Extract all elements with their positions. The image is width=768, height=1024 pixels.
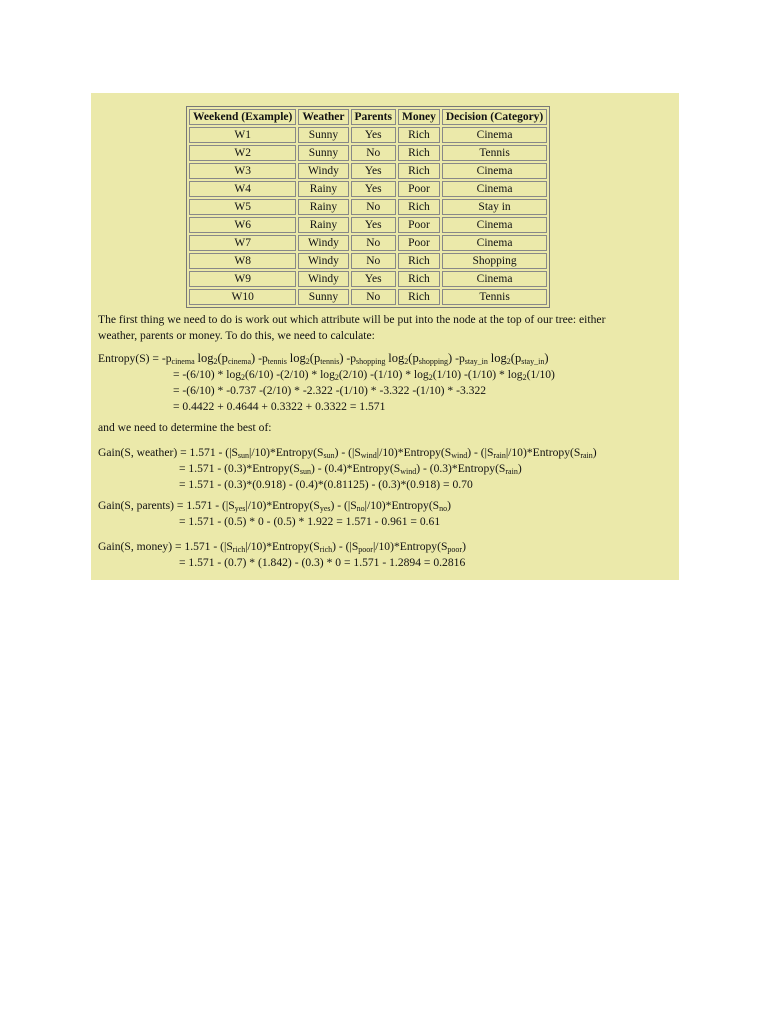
table-cell: Rainy [298,199,348,215]
table-cell: W2 [189,145,296,161]
table-cell: Rich [398,127,440,143]
gain-parents-result: = 1.571 - (0.5) * 0 - (0.5) * 1.922 = 1.571 - 0.961 = 0.61 [179,515,441,528]
gain-weather-formula: Gain(S, weather) = $1.571 - (|S_{sun}|/10)*Entropy(S_{sun})$ - $(|S_{wind}|/10)*Entropy(S_{wind})$ - $(|S_{rain}|/10)*Entropy(S_{rain})$ [98,446,597,460]
table-cell: No [351,253,396,269]
header-decision: Decision (Category) [442,109,547,125]
table-cell: Cinema [442,163,547,179]
gain-weather-block [98,445,597,493]
table-cell: Yes [351,127,396,143]
table-cell: Rainy [298,181,348,197]
intro-line: weather, parents or money. To do this, we need to calculate: [98,329,375,342]
table-cell: Cinema [442,235,547,251]
table-row [189,271,547,287]
header-weather: Weather [298,109,348,125]
table-row [189,127,547,143]
entropy-step: = $-(6/10) * \log_2(6/10)$ $-(2/10) * \log_2(2/10)$ $-(1/10) * \log_2(1/10)$ $-(1/10) * \log_2(1/10)$ [173,368,555,382]
table-cell: Rich [398,271,440,287]
table-cell: W7 [189,235,296,251]
table-cell: Shopping [442,253,547,269]
table-cell: Rich [398,289,440,305]
table-header-row [189,109,547,125]
table-cell: Poor [398,217,440,233]
table-cell: W3 [189,163,296,179]
table-cell: No [351,235,396,251]
table-cell: W10 [189,289,296,305]
table-row [189,145,547,161]
table-cell: Yes [351,181,396,197]
table-row [189,163,547,179]
gain-parents-block [98,498,451,530]
entropy-step: = -(6/10) * -0.737 -(2/10) * -2.322 -(1/10) * -3.322 -(1/10) * -3.322 [173,384,487,397]
table-cell: Tennis [442,289,547,305]
table-cell: Rich [398,145,440,161]
table-cell: Cinema [442,271,547,287]
header-parents: Parents [351,109,396,125]
gain-weather-result: = 1.571 - (0.3)*(0.918) - (0.4)*(0.81125) - (0.3)*(0.918) = 0.70 [179,478,473,491]
table-cell: Yes [351,217,396,233]
determine-text: and we need to determine the best of: [98,421,272,434]
table-row [189,199,547,215]
table-cell: Yes [351,163,396,179]
table-cell: Tennis [442,145,547,161]
table-cell: W9 [189,271,296,287]
table-cell: Yes [351,271,396,287]
table-cell: W8 [189,253,296,269]
table-cell: Cinema [442,217,547,233]
gain-money-result: = 1.571 - (0.7) * (1.842) - (0.3) * 0 = 1.571 - 1.2894 = 0.2816 [179,556,466,569]
table-row [189,289,547,305]
table-cell: Poor [398,181,440,197]
table-cell: W6 [189,217,296,233]
table-cell: Stay in [442,199,547,215]
entropy-result: = 0.4422 + 0.4644 + 0.3322 + 0.3322 = 1.571 [173,400,386,413]
table-cell: Windy [298,235,348,251]
table-row [189,235,547,251]
table-cell: Cinema [442,127,547,143]
content-panel [91,93,679,580]
table-cell: Sunny [298,145,348,161]
table-cell: W5 [189,199,296,215]
header-weekend: Weekend (Example) [189,109,296,125]
table-cell: Windy [298,253,348,269]
table-row [189,253,547,269]
table-cell: Cinema [442,181,547,197]
weekend-table [186,106,550,308]
table-cell: No [351,199,396,215]
table-cell: Rainy [298,217,348,233]
table-cell: No [351,145,396,161]
table-row [189,217,547,233]
table-cell: Rich [398,199,440,215]
table-cell: Sunny [298,289,348,305]
table-cell: Windy [298,271,348,287]
table-cell: Windy [298,163,348,179]
gain-parents-formula: Gain(S, parents) = $1.571 - (|S_{yes}|/10)*Entropy(S_{yes})$ - $(|S_{no}|/10)*Entropy(S_{no})$ [98,499,452,513]
entropy-block [98,350,555,415]
table-cell: Rich [398,253,440,269]
gain-weather-step: = $1.571 - (0.3)*Entropy(S_{sun})$ - $(0.4)*Entropy(S_{wind})$ - $(0.3)*Entropy(S_{rain})$ [179,462,522,476]
intro-line: The first thing we need to do is work out which attribute will be put into the node at the top of our tree: either [98,313,606,326]
intro-paragraph [98,312,605,344]
table-cell: Poor [398,235,440,251]
gain-money-block [98,539,466,571]
table-cell: Rich [398,163,440,179]
table-cell: No [351,289,396,305]
gain-money-formula: Gain(S, money) = $1.571 - (|S_{rich}|/10)*Entropy(S_{rich})$ - $(|S_{poor}|/10)*Entropy(S_{poor})$ [98,540,466,554]
table-cell: Sunny [298,127,348,143]
header-money: Money [398,109,440,125]
table-row [189,181,547,197]
table-cell: W1 [189,127,296,143]
entropy-formula: Entropy(S) = $-p_{cinema}$ $\log_2(p_{cinema})$ $-p_{tennis}$ $\log_2(p_{tennis})$ $-p_{shopping}$ $\log_2(p_{shopping})$ $-p_{stay\_in}$ $\log_2(p_{stay\_in})$ [98,351,549,366]
table-cell: W4 [189,181,296,197]
